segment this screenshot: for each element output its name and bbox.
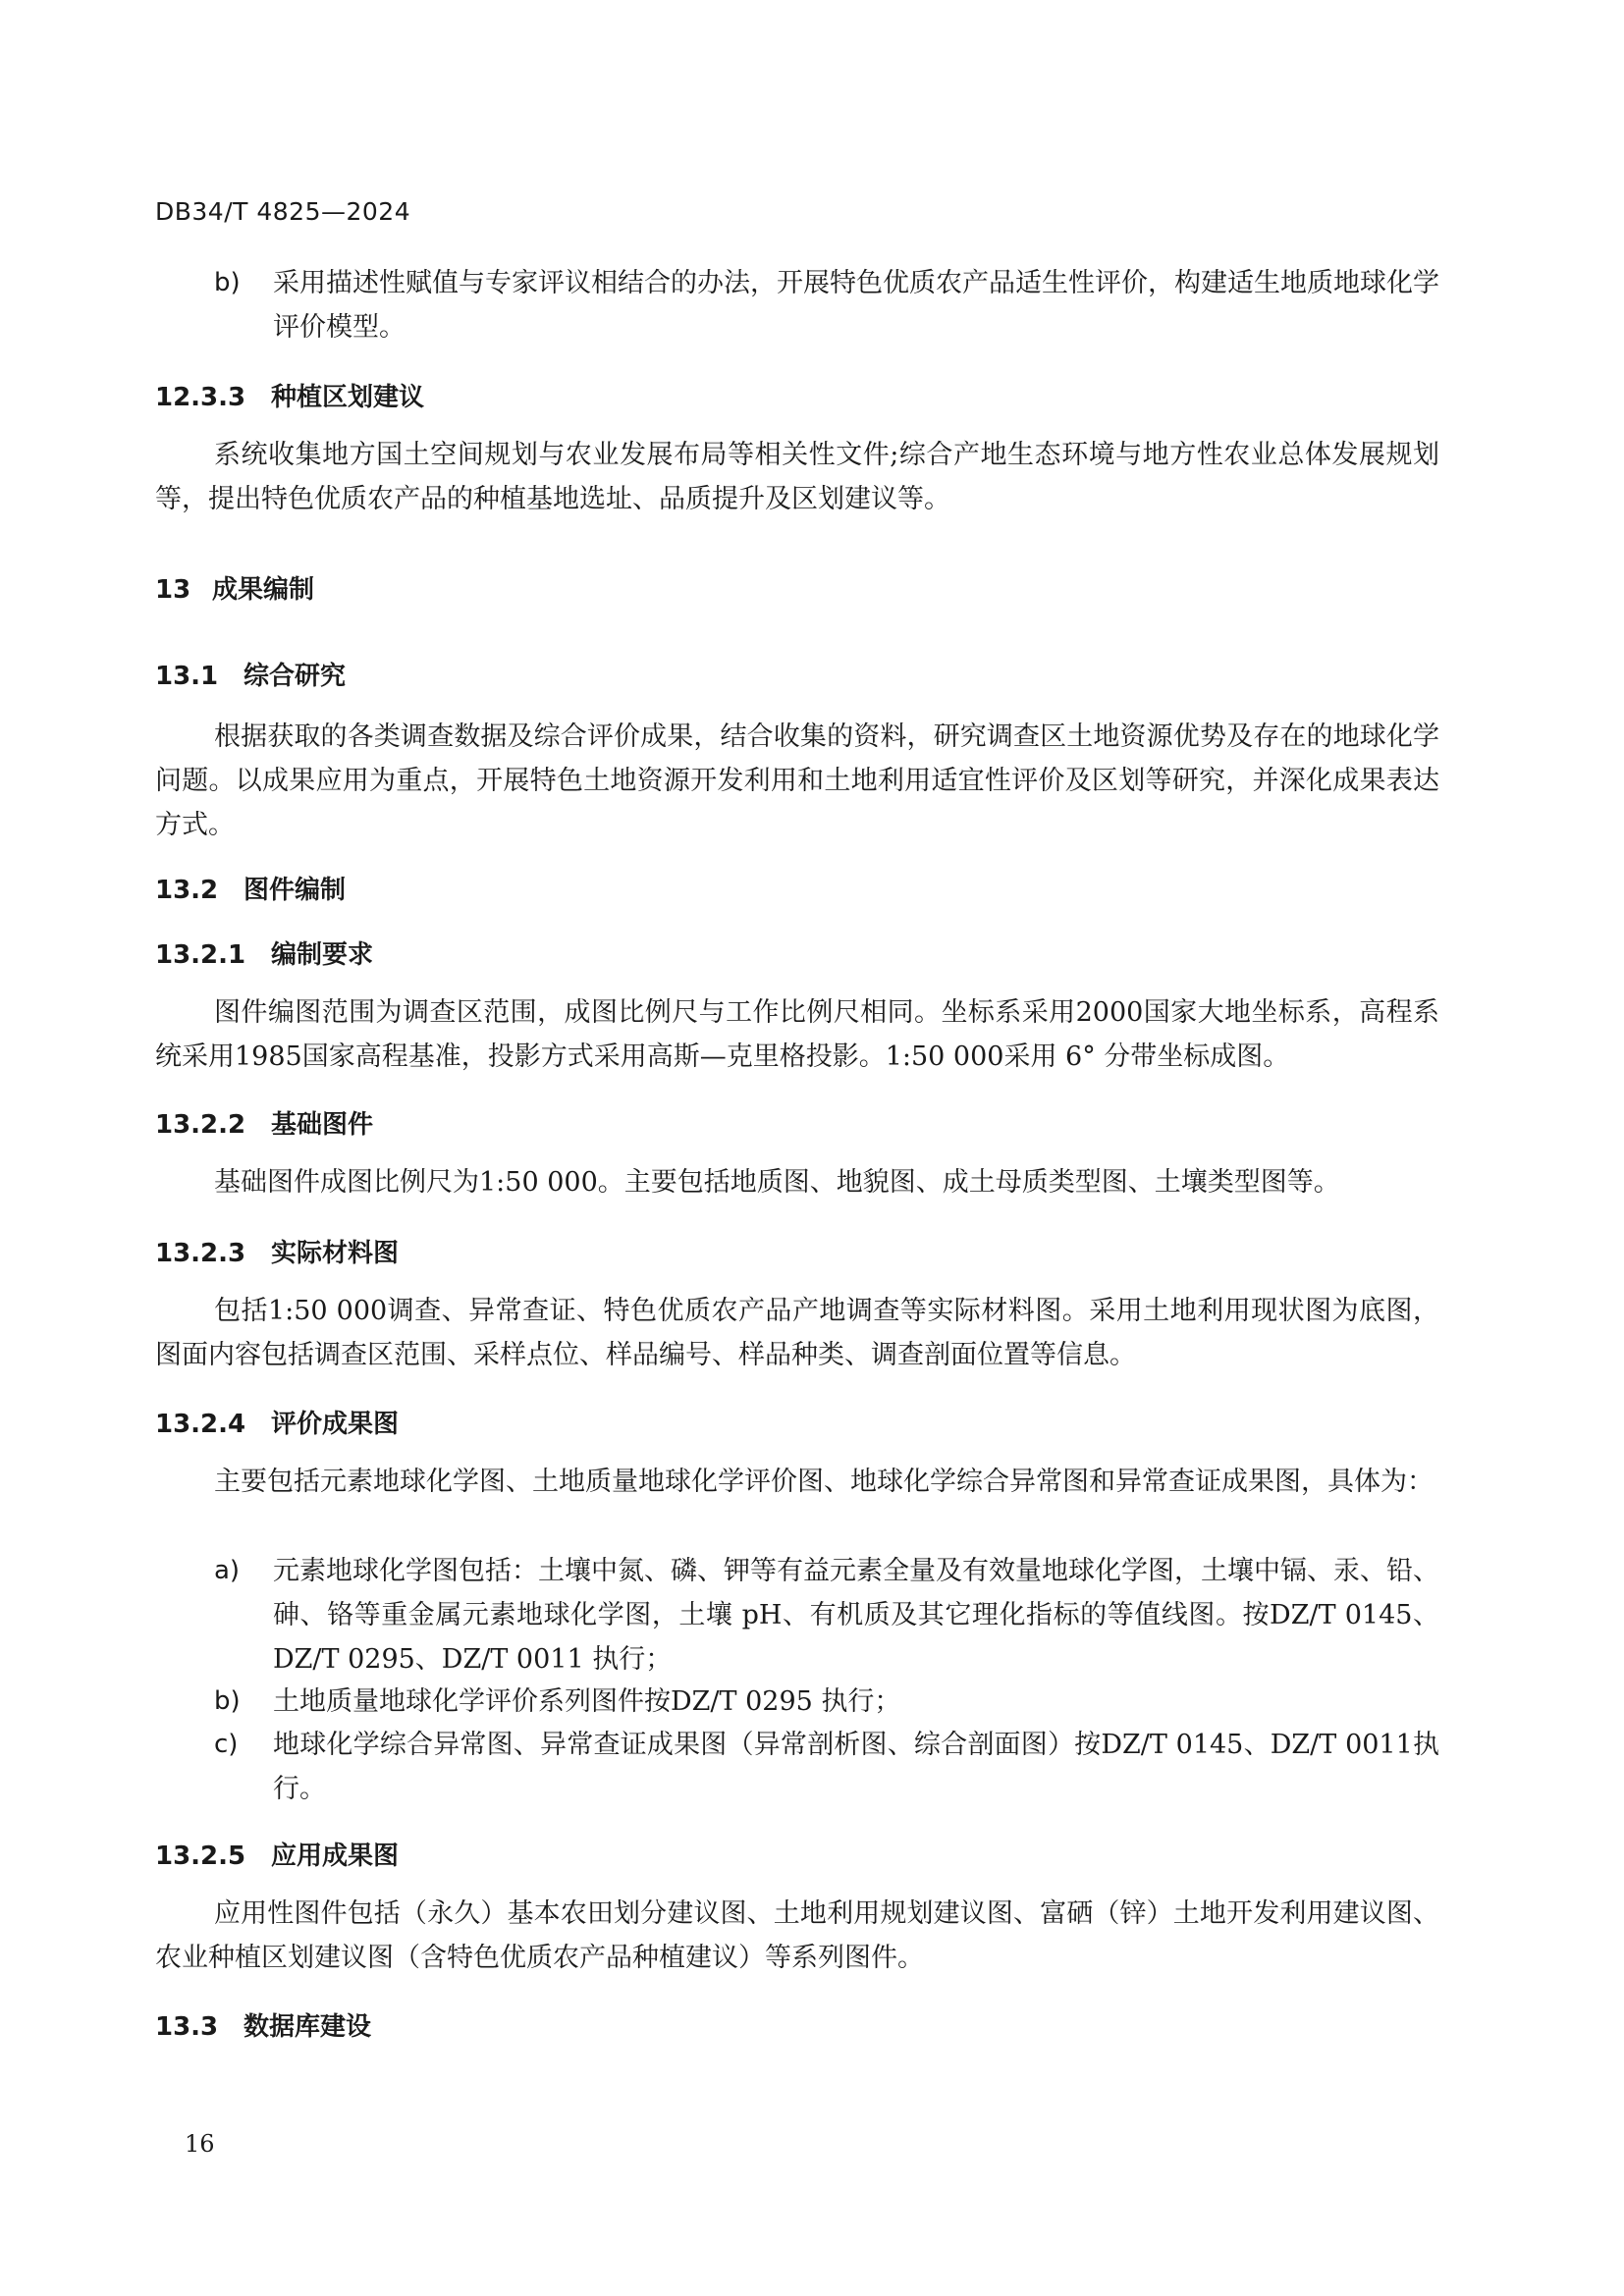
paragraph-13-2-2: 基础图件成图比例尺为1:50 000。主要包括地质图、地貌图、成土母质类型图、土壤类型图等。 bbox=[214, 1167, 1340, 1198]
section-title: 综合研究 bbox=[244, 662, 347, 691]
section-number: 13.2.4 bbox=[155, 1410, 246, 1439]
section-title: 图件编制 bbox=[244, 876, 347, 905]
section-heading-13-2-5 bbox=[155, 1836, 399, 1872]
paragraph-13-2-4: 主要包括元素地球化学图、土地质量地球化学评价图、地球化学综合异常图和异常查证成果图，具体为： bbox=[214, 1467, 1434, 1497]
list-text: 采用描述性赋值与专家评议相结合的办法，开展特色优质农产品适生性评价，构建适生地质地球化学评价模型。 bbox=[273, 268, 1439, 343]
section-heading-13-1 bbox=[155, 656, 346, 692]
section-number: 13.2 bbox=[155, 876, 219, 905]
section-title: 应用成果图 bbox=[271, 1842, 400, 1871]
paragraph-13-1: 根据获取的各类调查数据及综合评价成果，结合收集的资料，研究调查区土地资源优势及存在的地球化学问题。以成果应用为重点，开展特色土地资源开发利用和土地利用适宜性评价及区划等研究，并深化成果表达方式。 bbox=[155, 721, 1439, 840]
section-number: 13.2.5 bbox=[155, 1842, 246, 1871]
list-text: 元素地球化学图包括：土壤中氮、磷、钾等有益元素全量及有效量地球化学图，土壤中镉、汞、铅、砷、铬等重金属元素地球化学图，土壤 pH、有机质及其它理化指标的等值线图。按DZ/T 0145、DZ/T 0295、DZ/T 0011 执行； bbox=[273, 1556, 1439, 1675]
section-title: 种植区划建议 bbox=[271, 383, 425, 412]
paragraph-13-2-3: 包括1:50 000调查、异常查证、特色优质农产品产地调查等实际材料图。采用土地利用现状图为底图，图面内容包括调查区范围、采样点位、样品编号、样品种类、调查剖面位置等信息。 bbox=[155, 1296, 1439, 1370]
paragraph-13-2-5: 应用性图件包括（永久）基本农田划分建议图、土地利用规划建议图、富硒（锌）土地开发利用建议图、农业种植区划建议图（含特色优质农产品种植建议）等系列图件。 bbox=[155, 1898, 1439, 1973]
list-marker: b) bbox=[214, 268, 241, 297]
section-heading-13 bbox=[155, 569, 314, 606]
section-title: 成果编制 bbox=[212, 575, 315, 605]
list-text: 土地质量地球化学评价系列图件按DZ/T 0295 执行； bbox=[273, 1686, 901, 1717]
section-heading-13-2-2 bbox=[155, 1104, 373, 1141]
section-heading-13-2-3 bbox=[155, 1233, 399, 1269]
document-code: DB34/T 4825—2024 bbox=[155, 197, 411, 226]
section-number: 13.1 bbox=[155, 662, 219, 691]
list-marker: b) bbox=[214, 1686, 241, 1716]
section-heading-13-2 bbox=[155, 870, 346, 906]
section-title: 实际材料图 bbox=[271, 1239, 400, 1268]
list-text: 地球化学综合异常图、异常查证成果图（异常剖析图、综合剖面图）按DZ/T 0145、DZ/T 0011执行。 bbox=[273, 1730, 1439, 1804]
list-item-c bbox=[214, 1723, 1439, 1811]
section-number: 12.3.3 bbox=[155, 383, 246, 412]
list-item-b-model bbox=[214, 261, 1439, 349]
section-title: 编制要求 bbox=[271, 940, 374, 970]
section-title: 数据库建设 bbox=[244, 2012, 372, 2042]
section-number: 13.3 bbox=[155, 2012, 219, 2042]
list-item-a bbox=[214, 1549, 1439, 1682]
section-heading-12-3-3 bbox=[155, 377, 424, 413]
section-heading-13-2-4 bbox=[155, 1404, 399, 1440]
section-number: 13.2.2 bbox=[155, 1110, 246, 1140]
section-number: 13 bbox=[155, 575, 191, 605]
section-title: 评价成果图 bbox=[271, 1410, 400, 1439]
page-number: 16 bbox=[185, 2130, 215, 2158]
section-number: 13.2.1 bbox=[155, 940, 246, 970]
paragraph-13-2-1: 图件编图范围为调查区范围，成图比例尺与工作比例尺相同。坐标系采用2000国家大地坐标系，高程系统采用1985国家高程基准，投影方式采用高斯—克里格投影。1:50 000采用 6° 分带坐标成图。 bbox=[155, 997, 1439, 1072]
section-heading-13-3 bbox=[155, 2006, 371, 2043]
section-heading-13-2-1 bbox=[155, 934, 373, 971]
list-item-b bbox=[214, 1680, 1439, 1724]
paragraph-12-3-3: 系统收集地方国土空间规划与农业发展布局等相关性文件;综合产地生态环境与地方性农业总体发展规划等，提出特色优质农产品的种植基地选址、品质提升及区划建议等。 bbox=[155, 440, 1439, 514]
list-marker: a) bbox=[214, 1556, 241, 1585]
section-number: 13.2.3 bbox=[155, 1239, 246, 1268]
section-title: 基础图件 bbox=[271, 1110, 374, 1140]
list-marker: c) bbox=[214, 1730, 239, 1759]
